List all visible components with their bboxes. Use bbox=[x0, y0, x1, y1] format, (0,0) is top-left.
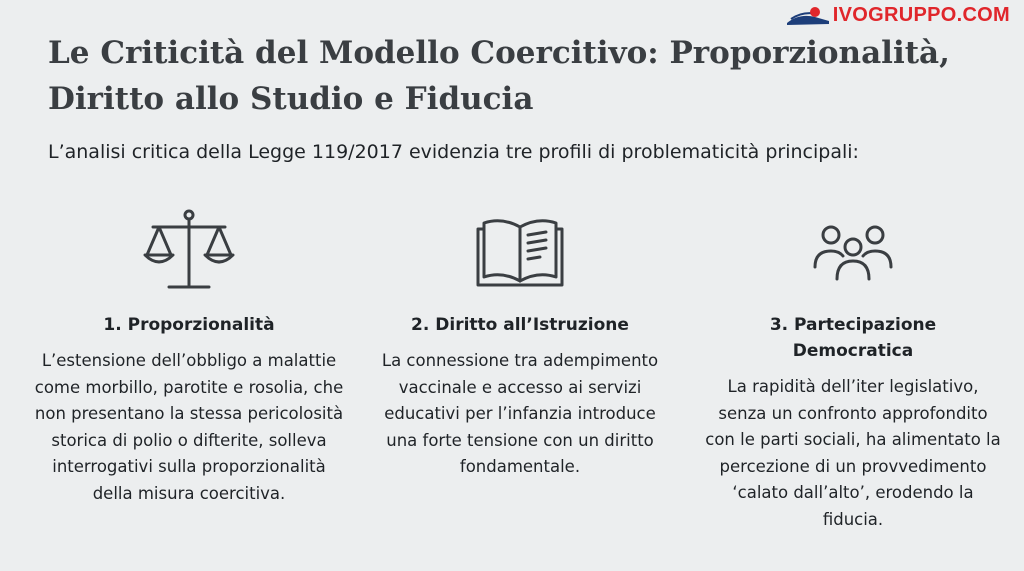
scales-icon bbox=[139, 205, 239, 300]
brand-logo[interactable] bbox=[785, 4, 1010, 27]
column-text: La connessione tra adempimento vaccinale e accesso ai servizi educativi per l’infanzia introduce una forte tensione con un diritto fondamentale. bbox=[381, 351, 659, 476]
logo-text: IVOGRUPPO.COM bbox=[832, 4, 1010, 26]
column-title: 3. Partecipazione Democratica bbox=[769, 315, 937, 361]
column-title: 1. Proporzionalità bbox=[103, 315, 275, 335]
open-book-icon bbox=[470, 205, 570, 300]
logo-mark-icon bbox=[785, 5, 831, 27]
column-title: 2. Diritto all’Istruzione bbox=[411, 315, 629, 335]
intro-text: L’analisi critica della Legge 119/2017 evidenzia tre profili di problematicità principali: bbox=[48, 141, 859, 163]
column-text: L’estensione dell’obbligo a malattie come morbillo, parotite e rosolia, che non presentano la stessa pericolosità storica di polio o difterite, solleva interrogativi sulla proporzionalità della misura coercitiva. bbox=[34, 351, 344, 503]
column-text: La rapidità dell’iter legislativo, senza un confronto approfondito con le parti sociali, ha alimentato la percezione di un provvedimento ‘calato dall’alto’, erodendo la fiducia. bbox=[705, 377, 1001, 529]
column-participation bbox=[688, 205, 1018, 533]
people-group-icon bbox=[803, 205, 903, 300]
page-title: Le Criticità del Modello Coercitivo: Proporzionalità, Diritto allo Studio e Fiducia bbox=[48, 35, 950, 117]
column-education bbox=[355, 205, 685, 481]
column-proportionality bbox=[24, 205, 354, 507]
